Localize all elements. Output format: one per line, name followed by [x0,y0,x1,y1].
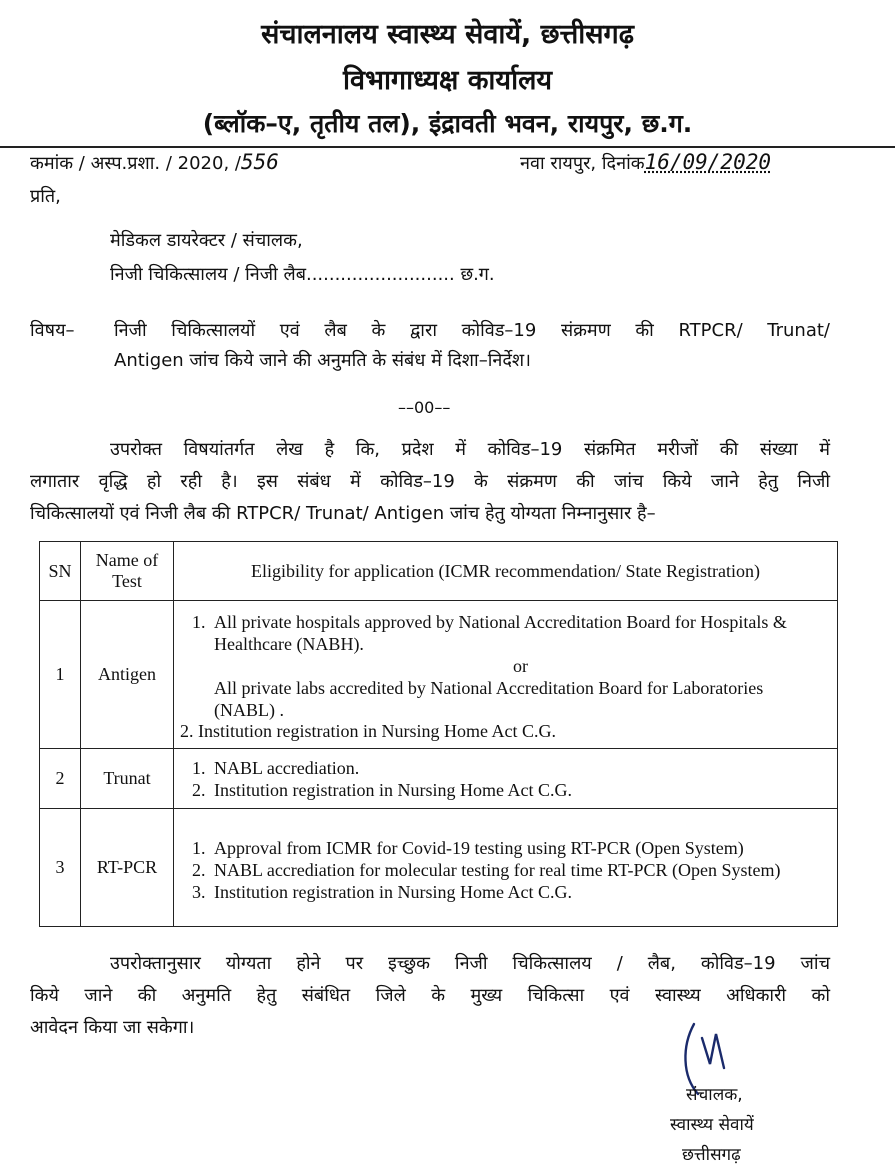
reference-number [30,150,279,175]
row-sn: 2 [40,749,81,809]
address-line-1: मेडिकल डायरेक्टर / संचालक, [110,230,303,251]
eligibility-item: 1. Approval from ICMR for Covid-19 testing using RT-PCR (Open System) [210,837,827,859]
eligibility-item-2: 2. Institution registration in Nursing Home Act C.G. [180,721,556,741]
subject-line-2: Antigen जांच किये जाने की अनुमति के संबंध में दिशा–निर्देश। [114,350,531,371]
signatory-department: स्वास्थ्य सेवायें [670,1115,754,1135]
eligibility-item [210,611,827,721]
signatory-state: छत्तीसगढ़ [682,1145,741,1165]
eligibility-item: 3. Institution registration in Nursing Home Act C.G. [210,881,827,903]
signatory-title: संचालक, [686,1085,743,1105]
header-sn: SN [40,542,81,601]
header-divider [0,146,895,148]
header-address: (ब्लॉक–ए, तृतीय तल), इंद्रावती भवन, रायपुर, छ.ग. [202,109,693,138]
salutation-to: प्रति, [30,186,61,207]
eligibility-item: 2. Institution registration in Nursing Home Act C.G. [210,779,827,801]
table-row [40,749,838,809]
eligibility-or: or [513,656,528,676]
reference-prefix: कमांक / अस्प.प्रशा. / 2020, / [30,153,241,174]
eligibility-item: 1. NABL accrediation. [210,757,827,779]
row-eligibility [174,809,838,927]
header-eligibility: Eligibility for application (ICMR recommendation/ State Registration) [174,542,838,601]
eligibility-table [39,541,838,927]
para1-line-3: चिकित्सालयों एवं निजी लैब की RTPCR/ Trunat/ Antigen जांच हेतु योग्यता निम्नानुसार है– [30,503,656,524]
header-test-name: Name of Test [81,542,174,601]
address-line-2: निजी चिकित्सालय / निजी लैब.......................... छ.ग. [110,264,495,285]
table-row [40,601,838,749]
header-department: संचालनालय स्वास्थ्य सेवायें, छत्तीसगढ़ [261,19,634,50]
row-test-name: Antigen [81,601,174,749]
para2-line-3: आवेदन किया जा सकेगा। [30,1017,195,1038]
eligibility-text: Institution registration in Nursing Home Act C.G. [198,721,556,741]
subject-line-1: निजी चिकित्सालयों एवं लैब के द्वारा कोविड–19 संक्रमण की RTPCR/ Trunat/ [114,320,830,341]
date-handwritten-value: 16/09/2020 [644,150,772,174]
row-test-name: Trunat [81,749,174,809]
row-eligibility [174,601,838,749]
para2-line-2: किये जाने की अनुमति हेतु संबंधित जिले के मुख्य चिकित्सा एवं स्वास्थ्य अधिकारी को [30,985,830,1006]
para1-line-1: उपरोक्त विषयांतर्गत लेख है कि, प्रदेश में कोविड–19 संक्रमित मरीजों की संख्या में [110,439,830,460]
row-sn: 3 [40,809,81,927]
para1-line-2: लगातार वृद्धि हो रही है। इस संबंध में कोविड–19 के संक्रमण की जांच किये जाने हेतु निजी [30,471,830,492]
row-sn: 1 [40,601,81,749]
subject-label: विषय– [30,320,75,341]
eligibility-text: All private labs accredited by National Accreditation Board for Laboratories (NABL) . [214,678,764,720]
row-eligibility [174,749,838,809]
eligibility-text: All private hospitals approved by National Accreditation Board for Hospitals & Healthcare (NABH). [214,612,787,654]
eligibility-item: 2. NABL accrediation for molecular testing for real time RT-PCR (Open System) [210,859,827,881]
reference-handwritten-number: 556 [240,150,279,174]
row-test-name: RT-PCR [81,809,174,927]
para2-line-1: उपरोक्तानुसार योग्यता होने पर इच्छुक निजी चिकित्सालय / लैब, कोविड–19 जांच [110,953,830,974]
header-office: विभागाध्यक्ष कार्यालय [342,65,553,96]
letter-date [520,150,771,175]
date-prefix: नवा रायपुर, दिनांक [520,153,645,174]
body-paragraph-1 [30,434,830,530]
table-header-row [40,542,838,601]
section-separator: ––00–– [398,398,451,417]
table-row [40,809,838,927]
